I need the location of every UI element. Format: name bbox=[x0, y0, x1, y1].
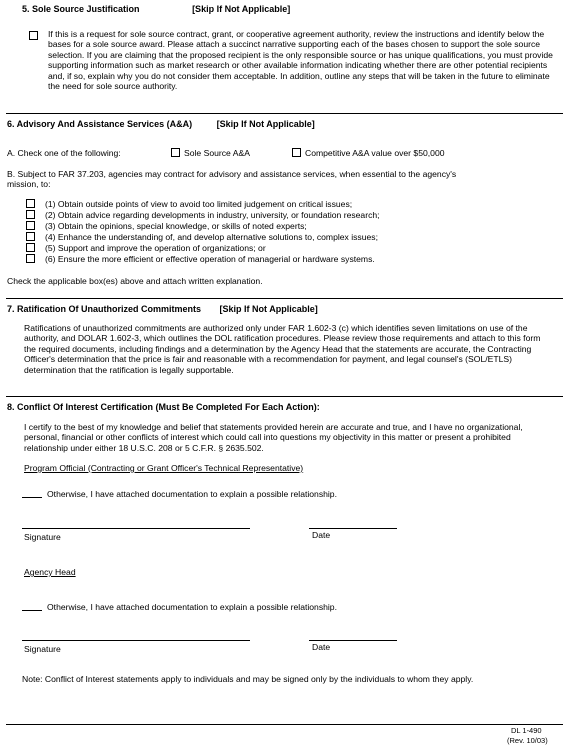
section-6-divider bbox=[6, 298, 563, 299]
aa-purpose-item-2[interactable] bbox=[26, 210, 380, 221]
aa-purpose-checkbox-2[interactable] bbox=[26, 210, 35, 219]
program-official-signature-label: Signature bbox=[24, 532, 61, 542]
aa-purpose-label-5: (5) Support and improve the operation of organizations; or bbox=[45, 243, 266, 253]
section-6-heading bbox=[7, 119, 315, 130]
section-7-text: Ratifications of unauthorized commitments are authorized only under FAR 1.602-3 (c) which identifies seven limitations on use of the authority, and DOLAR 1.602-3, which outlines the DOL ratification procedures. Please review those requirements and attach to this form the required documents, including findings and a determination by the Agency Head that the statements are accurate, the Contracting Officer's determination that the price is fair and reasonable with a recommendation for payment, and legal counsel's (SOL/ETLS) determination that the ratification is legally supportable. bbox=[24, 323, 541, 375]
section-7-title: 7. Ratification Of Unauthorized Commitments bbox=[7, 304, 202, 314]
aa-purpose-item-3[interactable] bbox=[26, 221, 380, 232]
aa-purpose-item-5[interactable] bbox=[26, 243, 380, 254]
agency-head-date-line[interactable] bbox=[309, 640, 397, 641]
sole-source-checkbox[interactable] bbox=[29, 31, 38, 40]
agency-head-otherwise-blank[interactable] bbox=[22, 602, 42, 611]
program-official-text: Program Official (Contracting or Grant Officer's Technical Representative) bbox=[24, 463, 304, 473]
program-official-otherwise-text: Otherwise, I have attached documentation to explain a possible relationship. bbox=[47, 489, 337, 499]
program-official-signature-line[interactable] bbox=[22, 528, 250, 529]
footer-divider bbox=[6, 724, 563, 725]
section-5-skip: [Skip If Not Applicable] bbox=[192, 4, 291, 14]
program-official-label bbox=[24, 463, 303, 473]
aa-purpose-label-6: (6) Ensure the more efficient or effective operation of managerial or hardware systems. bbox=[45, 254, 375, 264]
section-6-a-label: A. Check one of the following: bbox=[7, 148, 121, 158]
aa-purpose-list bbox=[26, 199, 380, 265]
aa-purpose-checkbox-4[interactable] bbox=[26, 232, 35, 241]
aa-purpose-checkbox-5[interactable] bbox=[26, 243, 35, 252]
form-revision: (Rev. 10/03) bbox=[507, 736, 548, 745]
sole-source-aa-option[interactable] bbox=[171, 148, 250, 158]
aa-purpose-label-2: (2) Obtain advice regarding developments in industry, university, or foundation research; bbox=[45, 210, 380, 220]
aa-purpose-item-1[interactable] bbox=[26, 199, 380, 210]
section-6-check-note: Check the applicable box(es) above and attach written explanation. bbox=[7, 276, 263, 286]
aa-purpose-label-1: (1) Obtain outside points of view to avoid too limited judgement on critical issues; bbox=[45, 199, 353, 209]
aa-purpose-item-6[interactable] bbox=[26, 254, 380, 265]
aa-purpose-label-3: (3) Obtain the opinions, special knowledge, or skills of noted experts; bbox=[45, 221, 307, 231]
section-6-b-text: B. Subject to FAR 37.203, agencies may contract for advisory and assistance services, when essential to the agency's mission, to: bbox=[7, 169, 457, 190]
sole-source-aa-label: Sole Source A&A bbox=[184, 148, 250, 158]
section-7-divider bbox=[6, 396, 563, 397]
section-6-skip: [Skip If Not Applicable] bbox=[216, 119, 315, 129]
competitive-aa-label: Competitive A&A value over $50,000 bbox=[305, 148, 445, 158]
section-6-title: 6. Advisory And Assistance Services (A&A) bbox=[7, 119, 193, 129]
aa-purpose-checkbox-3[interactable] bbox=[26, 221, 35, 230]
section-6-a-row bbox=[7, 148, 121, 158]
aa-purpose-label-4: (4) Enhance the understanding of, and develop alternative solutions to, complex issues; bbox=[45, 232, 378, 242]
section-5-text: If this is a request for sole source contract, grant, or cooperative agreement authority, review the instructions and identify below the bases for a sole source award. Please attach a succinct narrative supporting each of the bases chosen to support the sole source selection. If you are claiming that the proposed recipient is the only responsible source or has unique qualifications, you must provide supporting information such as market research or other available information indicating whether there are other potential recipients and, if so, explain why you do not consider them acceptable. In addition, outline any steps that will be taken in the future to eliminate the need for sole source authority. bbox=[48, 29, 553, 92]
sole-source-aa-checkbox[interactable] bbox=[171, 148, 180, 157]
aa-purpose-item-4[interactable] bbox=[26, 232, 380, 243]
agency-head-otherwise-text: Otherwise, I have attached documentation to explain a possible relationship. bbox=[47, 602, 337, 612]
section-5-heading bbox=[22, 4, 290, 15]
section-8-heading: 8. Conflict Of Interest Certification (Must Be Completed For Each Action): bbox=[7, 402, 320, 412]
agency-head-signature-label: Signature bbox=[24, 644, 61, 654]
section-8-certification-text: I certify to the best of my knowledge and belief that statements provided herein are accurate and true, and I have no organizational, personal, financial or other conflicts of interest which could call into questions my objectivity in this matter or present a prohibited relationship under either 18 U.S.C. 208 or 5 C.F.R. § 2635.502. bbox=[24, 422, 523, 453]
section-5-title: 5. Sole Source Justification bbox=[22, 4, 140, 14]
agency-head-signature-line[interactable] bbox=[22, 640, 250, 641]
agency-head-date-label: Date bbox=[312, 642, 331, 652]
agency-head-otherwise-row bbox=[22, 602, 337, 612]
form-number: DL 1-490 bbox=[511, 726, 542, 735]
aa-purpose-checkbox-6[interactable] bbox=[26, 254, 35, 263]
section-7-heading bbox=[7, 304, 318, 315]
program-official-date-label: Date bbox=[312, 530, 331, 540]
competitive-aa-checkbox[interactable] bbox=[292, 148, 301, 157]
program-official-date-line[interactable] bbox=[309, 528, 397, 529]
program-official-otherwise-blank[interactable] bbox=[22, 489, 42, 498]
section-5-divider bbox=[6, 113, 563, 114]
competitive-aa-option[interactable] bbox=[292, 148, 445, 158]
agency-head-label bbox=[24, 567, 76, 577]
aa-purpose-checkbox-1[interactable] bbox=[26, 199, 35, 208]
agency-head-text: Agency Head bbox=[24, 567, 76, 577]
program-official-otherwise-row bbox=[22, 489, 337, 499]
section-8-note: Note: Conflict of Interest statements apply to individuals and may be signed only by the individuals to whom they apply. bbox=[22, 674, 474, 684]
section-7-skip: [Skip If Not Applicable] bbox=[219, 304, 318, 314]
